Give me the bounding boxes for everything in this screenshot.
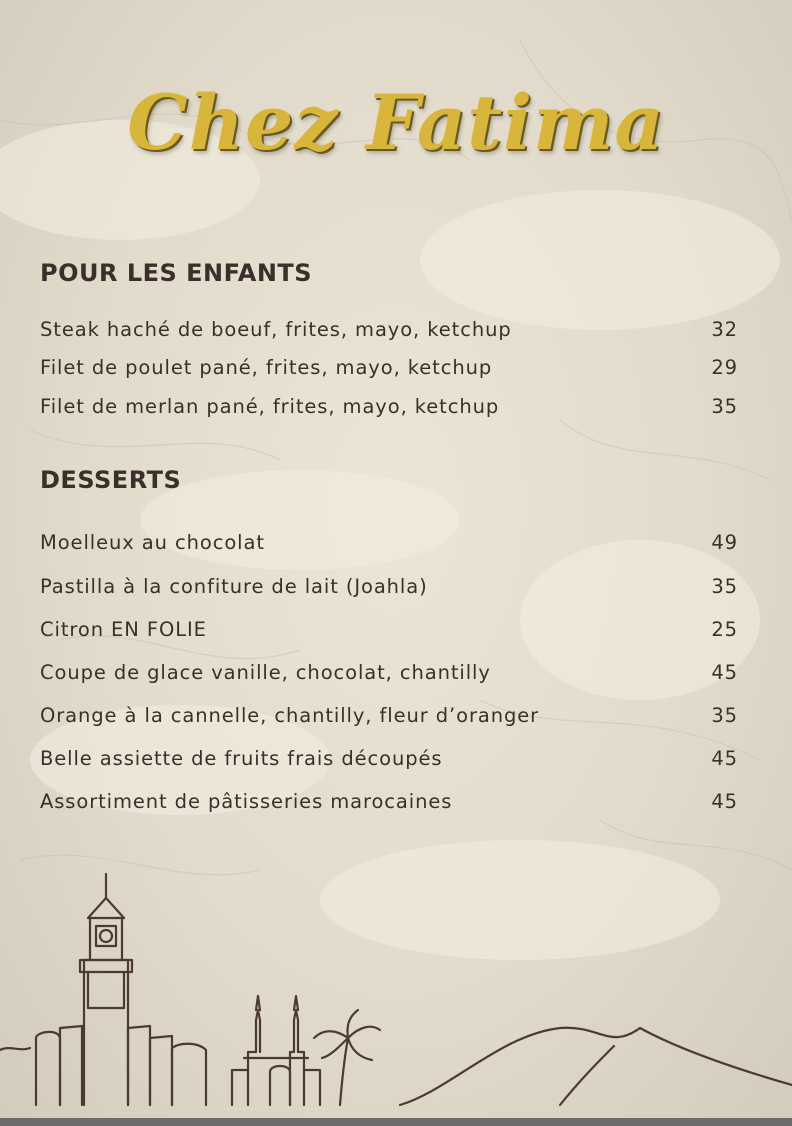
- menu-item: [40, 352, 738, 382]
- section-title-enfants: POUR LES ENFANTS: [40, 259, 313, 287]
- menu-item-name: Filet de merlan pané, frites, mayo, ketchup: [40, 394, 500, 418]
- menu-item-name: Pastilla à la confiture de lait (Joahla): [40, 574, 428, 598]
- menu-item: [40, 786, 738, 816]
- menu-item: [40, 743, 738, 773]
- menu-item-price: 49: [711, 530, 738, 554]
- menu-item: [40, 571, 738, 601]
- menu-item-price: 45: [711, 746, 738, 770]
- restaurant-logo: Chez Fatima: [127, 78, 665, 167]
- menu-item-price: 25: [711, 617, 738, 641]
- menu-item-name: Moelleux au chocolat: [40, 530, 265, 554]
- menu-item: [40, 657, 738, 687]
- menu-item-name: Coupe de glace vanille, chocolat, chantilly: [40, 660, 491, 684]
- menu-item-price: 35: [711, 394, 738, 418]
- section-title-desserts: DESSERTS: [40, 466, 182, 494]
- menu-item-price: 29: [711, 355, 738, 379]
- menu-item: [40, 391, 738, 421]
- menu-item-price: 45: [711, 660, 738, 684]
- menu-item-price: 32: [711, 317, 738, 341]
- menu-item-price: 35: [711, 574, 738, 598]
- menu-item-price: 35: [711, 703, 738, 727]
- menu-item: [40, 314, 738, 344]
- menu-item-name: Belle assiette de fruits frais découpés: [40, 746, 443, 770]
- menu-item-price: 45: [711, 789, 738, 813]
- menu-item-name: Filet de poulet pané, frites, mayo, ketchup: [40, 355, 493, 379]
- menu-item: [40, 614, 738, 644]
- menu-item-name: Orange à la cannelle, chantilly, fleur d’oranger: [40, 703, 540, 727]
- menu-item-name: Steak haché de boeuf, frites, mayo, ketchup: [40, 317, 512, 341]
- menu-item-name: Citron EN FOLIE: [40, 617, 207, 641]
- menu-item: [40, 700, 738, 730]
- city-skyline-line-art-icon: [0, 860, 792, 1126]
- bottom-bar: [0, 1118, 792, 1126]
- menu-item-name: Assortiment de pâtisseries marocaines: [40, 789, 453, 813]
- menu-item: [40, 527, 738, 557]
